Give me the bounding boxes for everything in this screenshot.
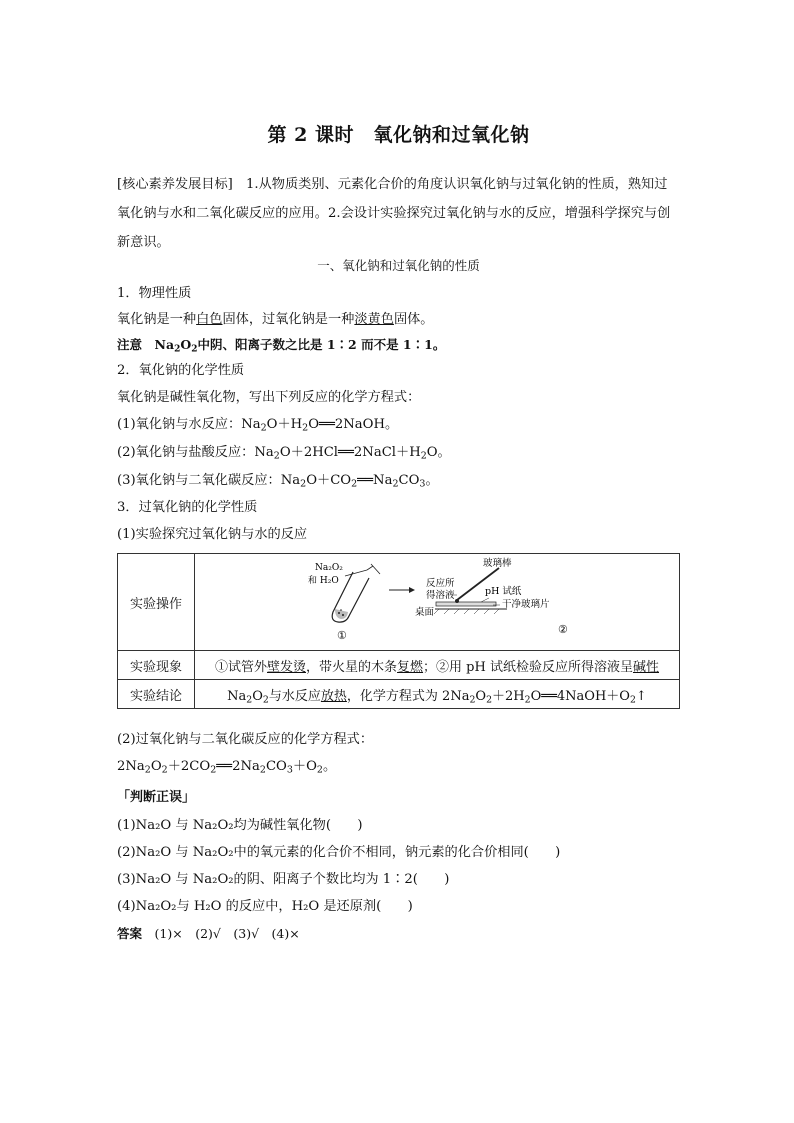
physical-properties-text: 氧化钠是一种白色固体，过氧化钠是一种淡黄色固体。 (117, 312, 434, 327)
experiment-title: (1)实验探究过氧化钠与水的反应 (117, 527, 308, 542)
objectives-tag: [核心素养发展目标] (117, 177, 233, 192)
answer-exothermic: 放热 (320, 688, 347, 704)
ph-test-diagram (415, 557, 568, 636)
reaction-2: (2)氧化钠与盐酸反应：$Na_2O+2HCl══2NaCl+H_2O$。 (117, 445, 451, 462)
subsection-heading-na2o: 2．氧化钠的化学性质 (117, 363, 245, 378)
answer-line (117, 923, 300, 945)
label-na2o2: Na₂O₂ (315, 563, 343, 573)
table-row (118, 651, 680, 680)
equation-2: $Na_2O+2HCl══2NaCl+H_2O$。 (254, 445, 451, 462)
answer-label: 答案 (117, 926, 143, 941)
label-solution-2: 得溶液 (426, 590, 455, 601)
equation-na2o2-h2o: $2Na_2O_2+2H_2O══4NaOH+O_2↑$ (442, 688, 647, 705)
judge-item-1: (1)Na₂O 与 Na₂O₂均为碱性氧化物( ) (117, 818, 363, 833)
section-heading: 一、氧化钠和过氧化钠的性质 (317, 258, 480, 273)
table-row (118, 554, 680, 651)
subsection-heading-na2o2: 3．过氧化钠的化学性质 (117, 500, 258, 515)
answer-pale-yellow: 淡黄色 (354, 312, 394, 327)
label-ph-paper: pH 试纸 (485, 586, 522, 597)
phenomenon-text: ①试管外壁发烫，带火星的木条复燃；②用 pH 试纸检验反应所得溶液呈碱性 (195, 651, 680, 680)
page-title: 第 2 课时 氧化钠和过氧化钠 (267, 124, 530, 146)
experiment-table (117, 553, 680, 709)
note-label: 注意 (117, 337, 143, 352)
experiment-diagram (195, 554, 679, 646)
reaction-3: (3)氧化钠与二氧化碳反应：$Na_2O+CO_2══Na_2CO_3$。 (117, 473, 439, 490)
label-clean-glass: 干净玻璃片 (502, 599, 550, 610)
note-line: 注意 $Na_2O_2$中阴、阳离子数之比是 1∶2 而不是 1∶1。 (117, 337, 446, 355)
table-row (118, 680, 680, 709)
subsection-heading-physical: 1．物理性质 (117, 286, 192, 301)
answer-white: 白色 (196, 312, 223, 327)
objectives-text: 1.从物质类别、元素化合价的角度认识氧化钠与过氧化钠的性质，熟知过氧化钠与水和二氧化碳反应的应用。2.会设计实验探究过氧化钠与水的反应，增强科学探究与创新意识。 (117, 177, 671, 250)
judge-item-3: (3)Na₂O 与 Na₂O₂的阴、阳离子个数比均为 1∶2( ) (117, 872, 450, 887)
row-label-phenomenon: 实验现象 (118, 651, 195, 680)
judge-item-4: (4)Na₂O₂与 H₂O 的反应中，H₂O 是还原剂( ) (117, 899, 413, 914)
answer-alkaline: 碱性 (632, 659, 659, 675)
reaction-1: (1)氧化钠与水反应：$Na_2O+H_2O══2NaOH$。 (117, 417, 399, 434)
equation-na2o2-co2: $2Na_2O_2+2CO_2══2Na_2CO_3+O_2$。 (117, 759, 337, 776)
label-circle-2: ② (558, 623, 568, 636)
label-solution-1: 反应所 (426, 578, 455, 589)
objectives-paragraph (117, 170, 680, 257)
label-glass-rod: 玻璃棒 (483, 558, 512, 569)
arrow-icon (389, 587, 415, 593)
answer-text: (1)× (2)√ (3)√ (4)× (154, 926, 300, 941)
label-desk: 桌面 (415, 607, 435, 618)
row-label-conclusion: 实验结论 (118, 680, 195, 709)
answer-reignite: 复燃 (397, 659, 424, 675)
co2-reaction-title: (2)过氧化钠与二氧化碳反应的化学方程式： (117, 732, 374, 747)
row-label-operation: 实验操作 (118, 554, 195, 651)
equation-3: $Na_2O+CO_2══Na_2CO_3$。 (280, 473, 439, 490)
conclusion-text: $Na_2O_2$与水反应放热，化学方程式为 $2Na_2O_2+2H_2O══4NaOH+O_2↑$ (195, 680, 680, 709)
na2o-intro: 氧化钠是碱性氧化物，写出下列反应的化学方程式： (117, 390, 421, 405)
equation-1: $Na_2O+H_2O══2NaOH$。 (241, 417, 399, 434)
label-h2o: 和 H₂O (308, 576, 339, 586)
test-tube-diagram (308, 563, 380, 642)
judge-item-2: (2)Na₂O 与 Na₂O₂中的氧元素的化合价不相同，钠元素的化合价相同( ) (117, 845, 561, 860)
experiment-diagram-cell (195, 554, 680, 651)
label-circle-1: ① (337, 629, 347, 642)
answer-hot-wall: 壁发烫 (267, 659, 307, 675)
judge-heading: 「判断正误」 (117, 790, 196, 805)
